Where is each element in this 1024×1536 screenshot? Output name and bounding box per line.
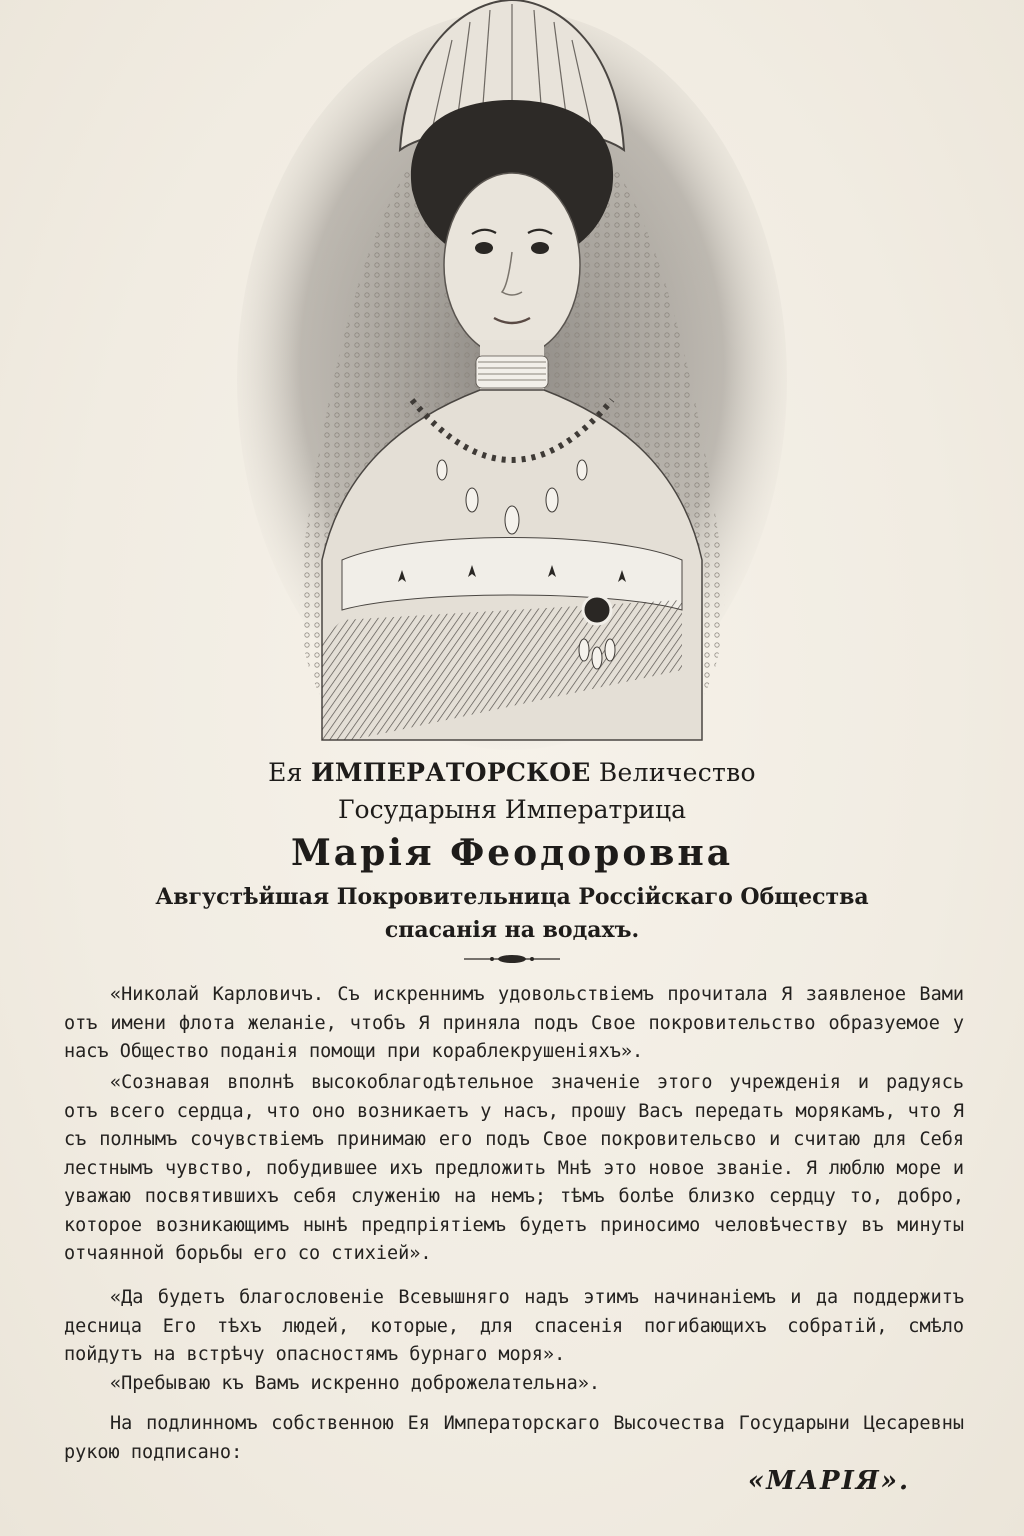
caption-society: спасанія на водахъ. [384, 917, 640, 943]
caption-patroness: Августѣйшая Покровительница Россійскаго Общества [155, 884, 869, 910]
signature: «МАРІЯ». [747, 1466, 910, 1496]
letter-paragraph-3: «Да будетъ благословеніе Всевышняго надъ этимъ начинаніемъ и да поддержитъ десница Его тѣхъ людей, которые, для спасенія погибающихъ собратій, смѣло пойдутъ на встрѣчу опасностямъ бурнаго моря». [64, 1287, 964, 1365]
letter-paragraph-2: «Сознавая вполнѣ высокоблагодѣтельное значеніе этого учрежденія и радуясь отъ всего сердца, что оно возникаетъ у насъ, прошу Васъ передать морякамъ, что Я съ полнымъ сочувствіемъ принимаю его подъ Свое покровительсво и считаю для Себя лестнымъ чувство, побудившее ихъ предложить Мнѣ это новое званіе. Я люблю море и уважаю посвятившихъ себя служенію на немъ; тѣмъ болѣе близко сердцу то, добро, которое возникающимъ нынѣ предпріятіемъ будетъ приносимо человѣчеству въ минуты отчаянной борьбы его со стихіей». [64, 1072, 964, 1264]
caption-imperial: ИМПЕРАТОРСКОЕ [310, 758, 591, 787]
caption-name: Марія Феодоровна [290, 832, 734, 874]
letter-paragraph-4: «Пребываю къ Вамъ искренно доброжелательна». [110, 1373, 601, 1394]
caption-empress-title: Государыня Императрица [338, 795, 686, 824]
caption-majesty: Величество [598, 758, 756, 787]
ornamental-divider [462, 952, 562, 966]
caption-prefix: Ея [268, 758, 303, 787]
letter-attestation: На подлинномъ собственною Ея Императорскаго Высочества Государыни Цесаревны рукою подписано: [64, 1413, 964, 1463]
letter-paragraph-1: «Николай Карловичъ. Съ искреннимъ удовольствіемъ прочитала Я заявленое Вами отъ имени флота желаніе, чтобъ Я приняла подъ Свое покровительство образуемое у насъ Общество поданія помощи при кораблекрушеніяхъ». [64, 984, 964, 1062]
engraved-portrait [232, 0, 792, 752]
caption-title-line [0, 758, 1024, 787]
